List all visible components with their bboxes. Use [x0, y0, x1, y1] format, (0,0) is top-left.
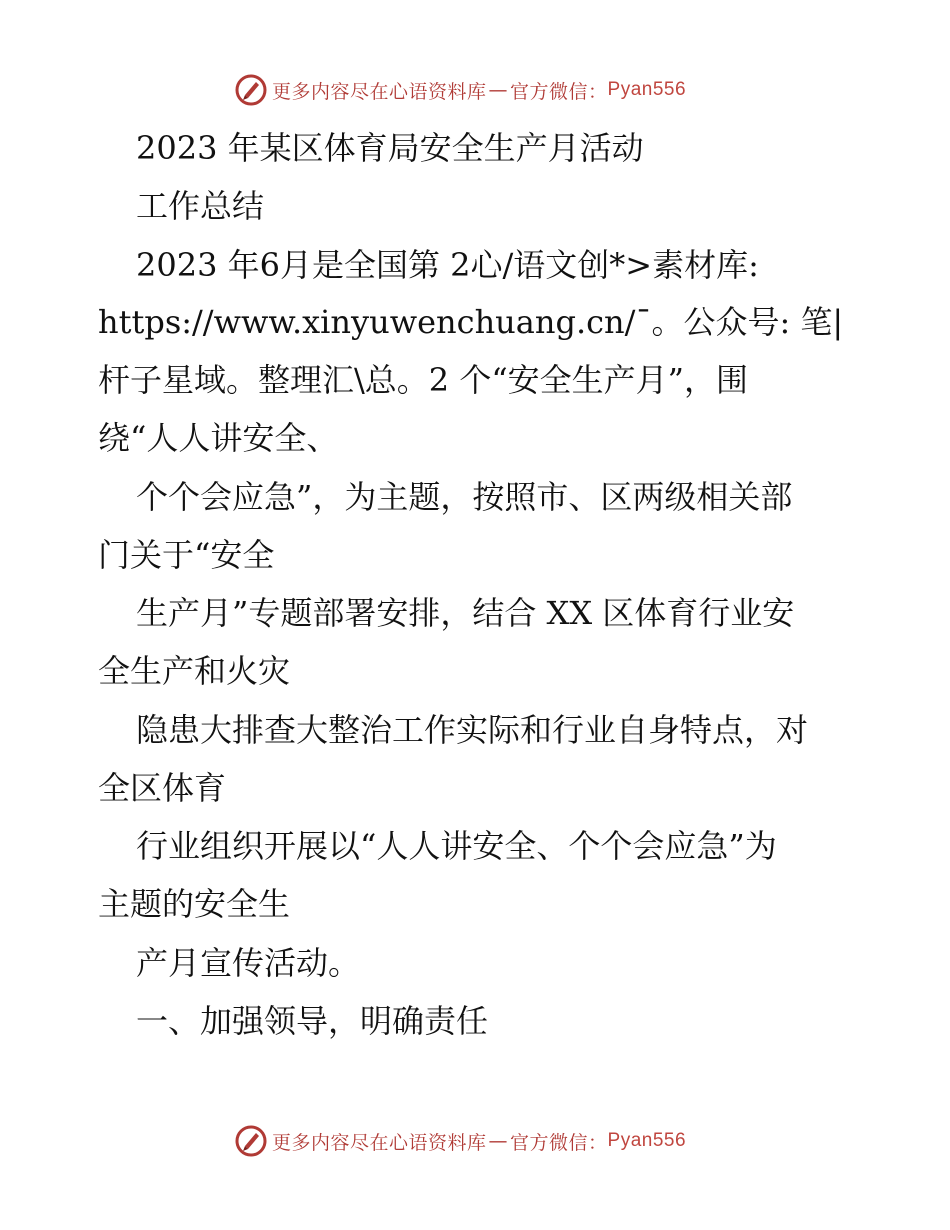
paragraph-line: https://www.xinyuwenchuang.cn/¯。公众号: 笔|: [98, 303, 844, 341]
watermark-text: 更多内容尽在心语资料库: [272, 1131, 487, 1154]
paragraph-line: 杆子星域。整理汇\总。2 个“安全生产月”，围: [98, 361, 749, 399]
pen-logo-icon: [234, 73, 268, 107]
paragraph-line: 个个会应急”，为主题，按照市、区两级相关部: [136, 478, 793, 516]
pen-logo-icon: [234, 1124, 268, 1158]
header-watermark: [234, 72, 754, 108]
watermark-wechat-id: Pyan556: [607, 1130, 687, 1151]
paragraph-line: 绕“人人讲安全、: [98, 419, 339, 457]
watermark-dash: —: [488, 79, 509, 101]
paragraph-line: 全区体育: [98, 769, 227, 807]
footer-watermark: [234, 1123, 754, 1159]
section-heading: 一、加强领导，明确责任: [136, 1002, 489, 1040]
paragraph-line: 门关于“安全: [98, 536, 275, 574]
paragraph-line: 主题的安全生: [98, 885, 291, 923]
doc-title-line-1: 2023 年某区体育局安全生产月活动: [136, 129, 644, 167]
paragraph-line: 全生产和火灾: [98, 652, 291, 690]
paragraph-line: 隐患大排查大整治工作实际和行业自身特点，对: [136, 711, 809, 749]
watermark-label: 官方微信：: [510, 80, 608, 103]
watermark-dash: —: [488, 1130, 509, 1152]
paragraph-line: 产月宣传活动。: [136, 944, 361, 982]
watermark-text: 更多内容尽在心语资料库: [272, 80, 487, 103]
watermark-label: 官方微信：: [510, 1131, 608, 1154]
doc-title-line-2: 工作总结: [136, 187, 265, 225]
paragraph-line: 行业组织开展以“人人讲安全、个个会应急”为: [136, 827, 777, 865]
paragraph-line: 2023 年6月是全国第 2心/语文创*>素材库:: [136, 246, 759, 284]
watermark-wechat-id: Pyan556: [607, 79, 687, 100]
paragraph-line: 生产月”专题部署安排，结合 XX 区体育行业安: [136, 594, 795, 632]
